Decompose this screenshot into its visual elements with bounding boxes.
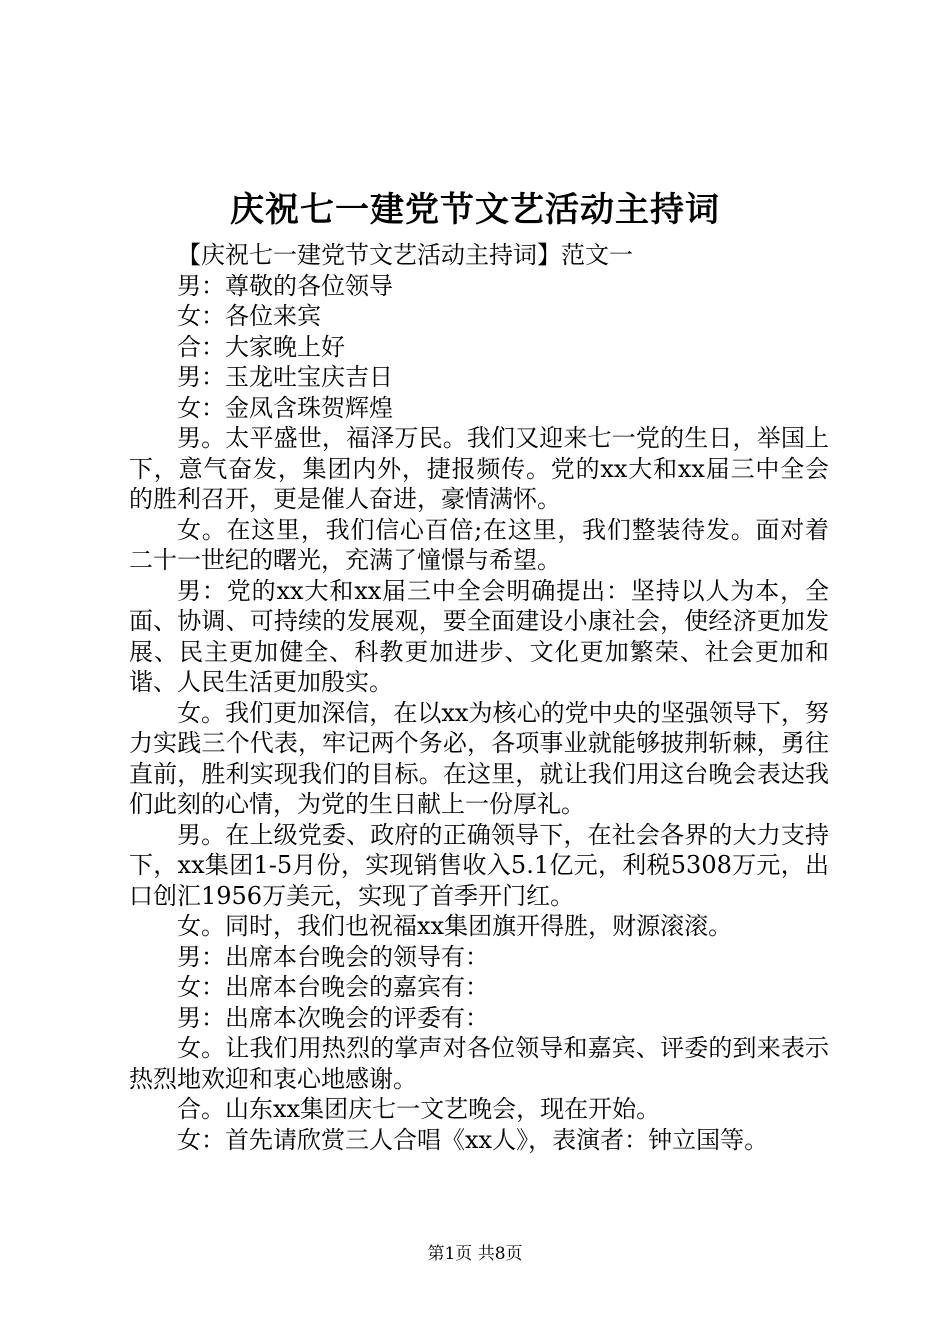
dialogue-line: 男：出席本台晚会的领导有：: [177, 942, 489, 971]
dialogue-line: 合。山东xx集团庆七一文艺晚会，现在开始。: [177, 1095, 661, 1123]
dialogue-paragraph: 女。让我们用热烈的掌声对各位领导和嘉宾、评委的到来表示热烈地欢迎和衷心地感谢。: [129, 1034, 829, 1093]
dialogue-paragraph: 男。太平盛世，福泽万民。我们又迎来七一党的生日，举国上下，意气奋发，集团内外，捷报频传。党的xx大和xx届三中全会的胜利召开，更是催人奋进，豪情满怀。: [129, 424, 829, 513]
dialogue-line: 男：出席本次晚会的评委有：: [177, 1003, 489, 1032]
paragraph-heading: 【庆祝七一建党节文艺活动主持词】范文一: [177, 241, 633, 269]
dialogue-paragraph: 男。在上级党委、政府的正确领导下，在社会各界的大力支持下，xx集团1-5月份，实现销售收入5.1亿元，利税5308万元，出口创汇1956万美元，实现了首季开门红。: [129, 820, 829, 910]
page-number: 第1页 共8页: [427, 1244, 523, 1264]
dialogue-line: 女：出席本台晚会的嘉宾有：: [177, 973, 489, 1001]
document-title: 庆祝七一建党节文艺活动主持词: [230, 190, 720, 230]
dialogue-line: 女：首先请欣赏三人合唱《xx人》，表演者：钟立国等。: [177, 1125, 769, 1154]
dialogue-paragraph: 男：党的xx大和xx届三中全会明确提出：坚持以人为本，全面、协调、可持续的发展观，要全面建设小康社会，使经济更加发展、民主更加健全、科教更加进步、文化更加繁荣、社会更加和谐、人民生活更加殷实。: [129, 576, 829, 696]
dialogue-line: 合：大家晚上好: [177, 332, 345, 361]
dialogue-paragraph: 女。在这里，我们信心百倍;在这里，我们整装待发。面对着二十一世纪的曙光，充满了憧憬与希望。: [129, 515, 829, 574]
dialogue-line: 男：尊敬的各位领导: [177, 271, 393, 300]
dialogue-line: 女：金凤含珠贺辉煌: [177, 393, 393, 422]
dialogue-paragraph: 女。我们更加深信，在以xx为核心的党中央的坚强领导下，努力实践三个代表，牢记两个务必，各项事业就能够披荆斩棘，勇往直前，胜利实现我们的目标。在这里，就让我们用这台晚会表达我们此刻的心情，为党的生日献上一份厚礼。: [129, 698, 829, 818]
dialogue-line: 男：玉龙吐宝庆吉日: [177, 363, 393, 391]
dialogue-line: 女：各位来宾: [177, 302, 321, 330]
document-body: [129, 240, 829, 1155]
dialogue-line: 女。同时，我们也祝福xx集团旗开得胜，财源滚滚。: [177, 912, 733, 940]
